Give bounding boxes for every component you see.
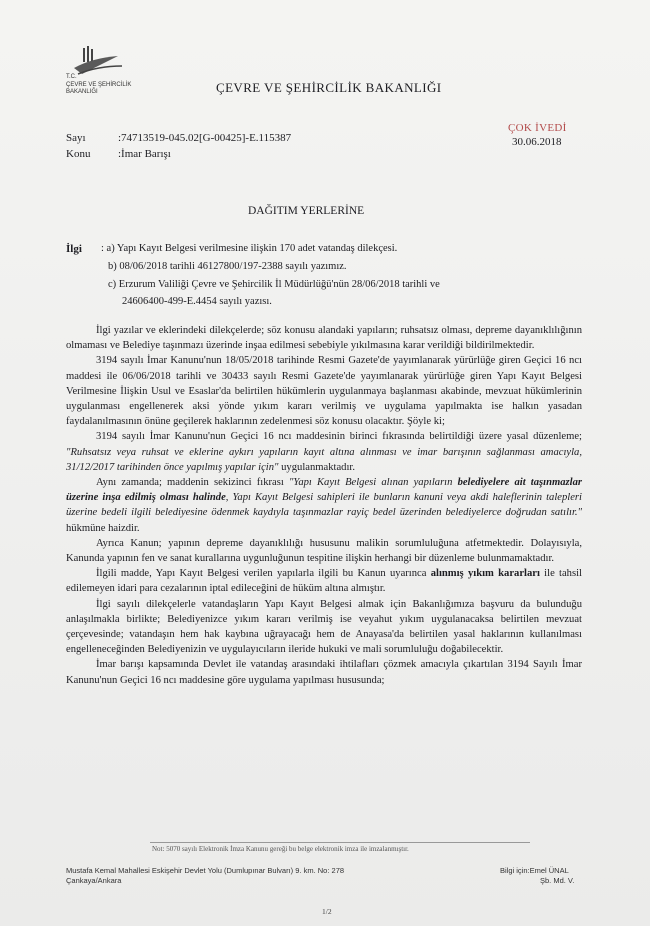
ilgi-line: : a) Yapı Kayıt Belgesi verilmesine ilişkin 170 adet vatandaş dilekçesi. xyxy=(101,243,398,254)
paragraph: İlgi sayılı dilekçelerle vatandaşların Yapı Kayıt Belgesi almak için Bakanlığımıza başvuru da bulunduğu anlaşılmakla birlikte; Belediyenizce yıkım kararı verilmiş ise veyahut yıkım uygulanacaksa belirtilen mevzuat çerçevesinde; vatandaşın hem hak kaybına uğrayacağı hem de Anayasa'da belirtilen yasal haklarının kullanılması engelleneceğinden Belediyenizin ve uygulayıcıların ileride hukuki ve mali sorumluluğu doğabilecektir. xyxy=(66,598,582,656)
logo-text-line: BAKANLIĞI xyxy=(66,89,98,95)
letter-body xyxy=(66,323,582,688)
paragraph-text: uygulanmaktadır. xyxy=(278,461,355,473)
paragraph-text: ile tahsil edilemeyen idari para cezalarının iptal edileceğini de hüküm altına almıştır. xyxy=(66,568,582,595)
page-number: 1/2 xyxy=(322,907,332,916)
paragraph-text: İlgili madde, Yapı Kayıt Belgesi verilen yapılarla ilgili bu Kanun uyarınca xyxy=(96,568,431,580)
ilgi-label: İlgi xyxy=(66,243,82,255)
logo-text-line: T.C. xyxy=(66,74,77,80)
law-quote-bold: belediyelere ait taşınmazlar üzerine inşa edilmiş olması halinde xyxy=(66,477,582,504)
ministry-title: ÇEVRE VE ŞEHİRCİLİK BAKANLIĞI xyxy=(216,80,442,95)
e-signature-note: Not: 5070 sayılı Elektronik İmza Kanunu gereği bu belge elektronik imza ile imzalanmıştır. xyxy=(152,845,409,853)
konu-value: :İmar Barışı xyxy=(118,148,171,160)
paragraph xyxy=(66,429,582,475)
paragraph-text: hükmüne haizdir. xyxy=(66,522,140,534)
ilgi-line: c) Erzurum Valiliği Çevre ve Şehircilik İl Müdürlüğü'nün 28/06/2018 tarihli ve xyxy=(108,279,440,290)
address-line: Mustafa Kemal Mahallesi Eskişehir Devlet Yolu (Dumlupınar Bulvarı) 9. km. No: 278 xyxy=(66,866,345,875)
konu-label: Konu xyxy=(66,148,91,160)
sayi-row xyxy=(66,132,291,144)
address-line: Çankaya/Ankara xyxy=(66,876,122,885)
sayi-value: :74713519-045.02[G-00425]-E.115387 xyxy=(118,132,292,144)
paragraph xyxy=(66,475,582,536)
footer-divider xyxy=(150,842,530,843)
sayi-label: Sayı xyxy=(66,132,86,144)
ilgi-line: 24606400-499-E.4454 sayılı yazısı. xyxy=(122,296,272,307)
paragraph-text: 3194 sayılı İmar Kanunu'nun Geçici 16 ncı maddesinin birinci fıkrasında belirtildiği üzere yasal düzenleme; xyxy=(96,431,582,443)
contact-line: Şb. Md. V. xyxy=(540,876,575,885)
paragraph: İmar barışı kapsamında Devlet ile vatandaş arasındaki ihtilafları çözmek amacıyla çıkartılan 3194 Sayılı İmar Kanunu'nun Geçici 16 ncı maddesine göre uygulama yapılması hususunda; xyxy=(66,659,582,686)
paragraph-bold: alınmış yıkım kararları xyxy=(430,568,540,580)
paragraph: 3194 sayılı İmar Kanunu'nun 18/05/2018 tarihinde Resmi Gazete'de yayımlanarak yürürlüğe giren Geçici 16 ncı maddesi ile 06/06/2018 tarihli ve 30433 sayılı Resmi Gazete'de yayımlanarak yürürlüğe giren Yapı Kayıt Belgesi Verilmesine İlişkin Usul ve Esaslar'da belirtilen hükümlerin uygulanmaya başlanması akabinde, mevzuat hükümlerinin uygulanması engellenerek aksi yönde yıkım kararı verilmiş ve uygulama yapılmakta ise halkın yasadan faydalanılmasının önüne geçilerek haklarının zedelenmesi söz konusu olacaktır. Şöyle ki; xyxy=(66,355,582,428)
ilgi-line: b) 08/06/2018 tarihli 46127800/197-2388 sayılı yazımız. xyxy=(108,261,347,272)
address-block xyxy=(66,866,344,886)
paragraph: Ayrıca Kanun; yapının depreme dayanıklılığı hususunu malikin sorumluluğuna atfetmektedir. Dolayısıyla, Kanunda yapının fen ve sanat kurallarına uygunluğunun tespitine ilişkin herhangi bir düzenleme bulunmamaktadır. xyxy=(66,537,582,565)
law-quote: "Ruhsatsız veya ruhsat ve eklerine aykırı yapıların kayıt altına alınması ve imar barışının sağlanması amacıyla, 31/12/2017 tarihinden önce yapılmış yapılar için" xyxy=(66,446,582,473)
document-date: 30.06.2018 xyxy=(512,136,562,148)
urgency-stamp: ÇOK İVEDİ xyxy=(508,122,567,134)
logo-text-line: ÇEVRE VE ŞEHİRCİLİK xyxy=(66,81,132,88)
logo-text xyxy=(66,74,131,97)
konu-row xyxy=(66,148,171,160)
paragraph: İlgi yazılar ve eklerindeki dilekçelerde; söz konusu alandaki yapıların; ruhsatsız olması, depreme dayanıklılığının olmaması ve Belediye taşınmazı üzerinde inşaa edilmesi sebebiyle yıkılmasına karar verildiği bildirilmektedir. xyxy=(66,325,582,352)
contact-line: Bilgi için:Emel ÜNAL xyxy=(500,866,569,875)
distribution-title: DAĞITIM YERLERİNE xyxy=(248,205,365,217)
contact-block xyxy=(500,866,574,886)
paragraph xyxy=(66,566,582,596)
paragraph-text: Aynı zamanda; maddenin sekizinci fıkrası xyxy=(96,477,289,489)
law-quote: , Yapı Kayıt Belgesi sahipleri ile bunların kanuni veya akdi haleflerinin talepleri üzerine bedeli ilgili belediyesine ödenmek kaydıyla taşınmazlar rayiç bedel üzerinden belediyelerce doğrudan satılır." xyxy=(66,492,583,519)
law-quote: "Yapı Kayıt Belgesi alınan yapıların xyxy=(288,477,458,489)
